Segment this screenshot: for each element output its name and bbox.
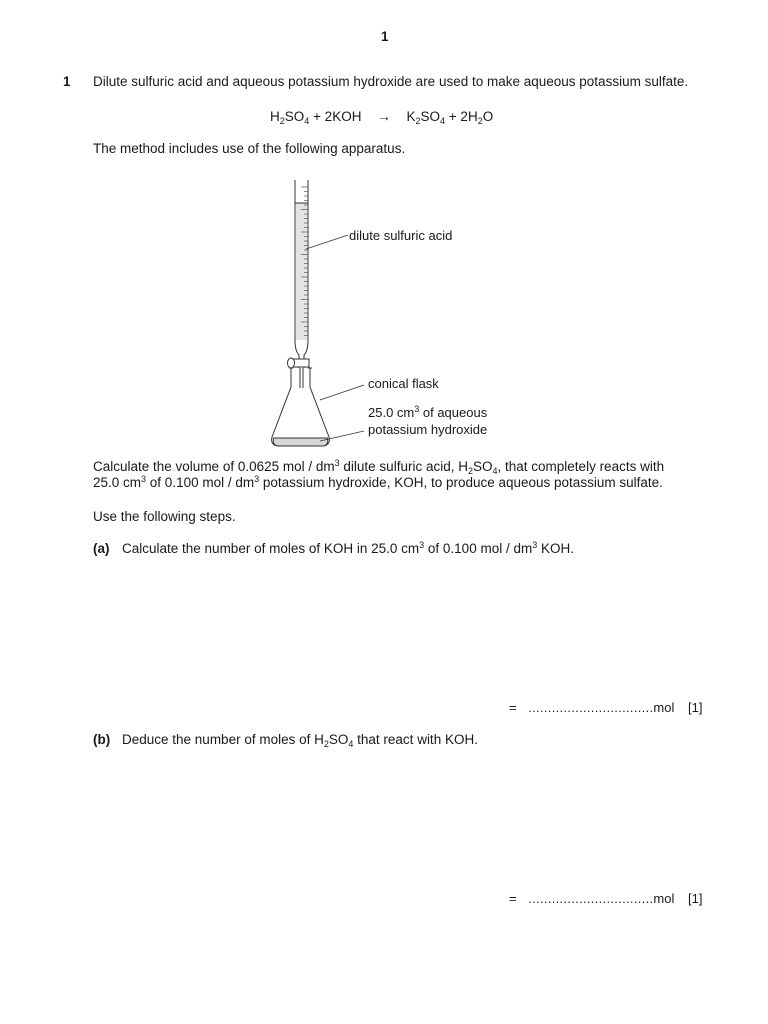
label-flask-contents-line2: potassium hydroxide — [368, 422, 488, 437]
part-a-marks: [1] — [687, 700, 703, 715]
part-b-answer-line[interactable]: = ................................mol [1] — [509, 891, 703, 906]
leader-burette — [306, 235, 348, 249]
label-flask-contents-line1: 25.0 $cm^3$ of aqueous — [368, 404, 488, 420]
stopcock — [293, 359, 309, 367]
question-number: 1 — [63, 74, 71, 89]
part-a-label: (a) — [93, 541, 110, 556]
burette-taper — [295, 340, 308, 360]
steps-intro: Use the following steps. — [93, 509, 236, 524]
part-a-text: Calculate the number of moles of KOH in 25.0 $cm^3$ of 0.100 mol / $dm^3$ KOH. — [122, 540, 574, 556]
reaction-arrow: → — [377, 109, 391, 124]
part-b-answer-blank[interactable]: ................................ — [528, 891, 654, 906]
question-intro: Dilute sulfuric acid and aqueous potassium hydroxide are used to make aqueous potassium sulfate. — [93, 74, 689, 89]
chemical-equation: $H_2SO_4 + 2KOH \to K_2SO_4 + 2H_2O$ — [270, 109, 494, 126]
part-a-answer-blank[interactable]: ................................ — [528, 700, 654, 715]
page-number: 1 — [381, 29, 389, 44]
burette-liquid — [296, 203, 307, 340]
flask-liquid — [273, 438, 328, 446]
label-dilute-sulfuric-acid: dilute sulfuric acid — [349, 228, 453, 243]
part-b-marks: [1] — [687, 891, 703, 906]
calculation-instruction-line1: Calculate the volume of 0.0625 mol / $dm^3$ dilute sulfuric acid, $H_2SO_4$, that completely reacts with — [93, 458, 665, 476]
part-b-text: Deduce the number of moles of $H_2SO_4$ that react with KOH. — [122, 732, 478, 749]
calculation-instruction-line2: 25.0 $cm^3$ of 0.100 mol / $dm^3$ potassium hydroxide, KOH, to produce aqueous potassium sulfate. — [93, 474, 663, 490]
part-a-answer-line[interactable]: = ................................mol [1] — [509, 700, 703, 715]
label-conical-flask: conical flask — [368, 376, 439, 391]
apparatus-intro: The method includes use of the following apparatus. — [93, 141, 406, 156]
stopcock-handle — [288, 358, 295, 368]
part-b-label: (b) — [93, 732, 111, 747]
leader-flask — [320, 385, 364, 400]
